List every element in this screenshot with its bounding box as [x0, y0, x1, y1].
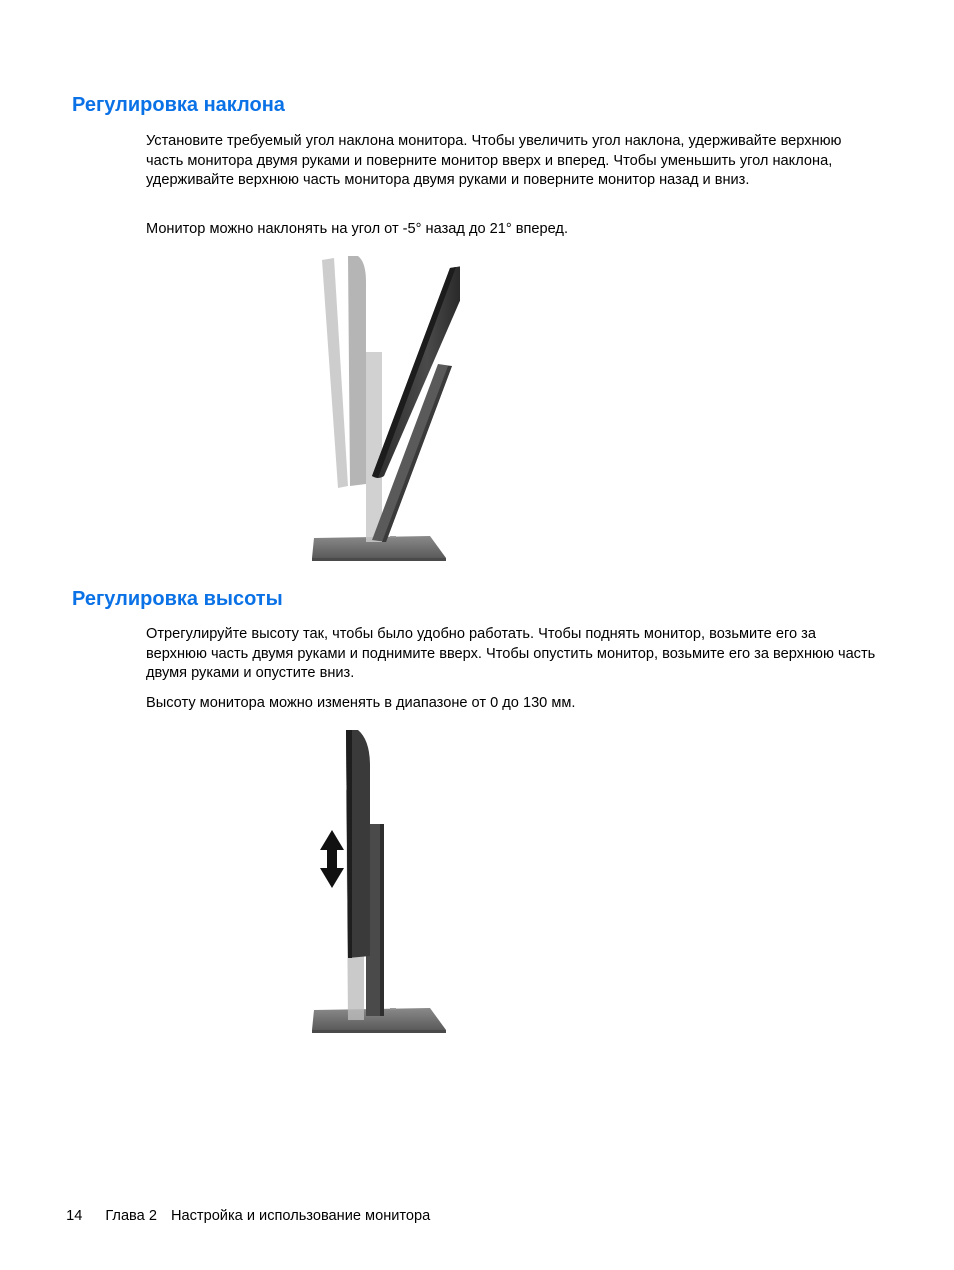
height-range-paragraph: Высоту монитора можно изменять в диапазоне от 0 до 130 мм. [146, 695, 576, 711]
page-number: 14 [66, 1208, 83, 1224]
tilt-instructions-paragraph: Установите требуемый угол наклона монитора. Чтобы увеличить угол наклона, удерживайте верхнюю часть монитора двумя руками и поверните монитор вверх и вперед. Чтобы уменьшить угол наклона, удерживайте верхнюю часть монитора двумя руками и поверните монитор назад и вниз. [146, 133, 842, 188]
tilt-range-paragraph: Монитор можно наклонять на угол от -5° назад до 21° вперед. [146, 221, 569, 237]
page-footer [58, 1192, 430, 1224]
section-heading-height: Регулировка высоты [72, 588, 283, 610]
chapter-title: Настройка и использование монитора [170, 1208, 431, 1224]
chapter-label: Глава 2 [105, 1208, 157, 1224]
monitor-height-illustration [300, 726, 460, 1036]
monitor-tilt-icon [300, 252, 460, 562]
monitor-tilt-illustration [300, 252, 460, 562]
monitor-height-icon [300, 726, 460, 1036]
up-down-arrow-icon [320, 830, 344, 888]
height-instructions-paragraph: Отрегулируйте высоту так, чтобы было удобно работать. Чтобы поднять монитор, возьмите его за верхнюю часть двумя руками и поднимите вверх. Чтобы опустить монитор, возьмите его за верхнюю часть двумя руками и опустите вниз. [146, 626, 876, 681]
section-heading-tilt: Регулировка наклона [72, 94, 285, 116]
